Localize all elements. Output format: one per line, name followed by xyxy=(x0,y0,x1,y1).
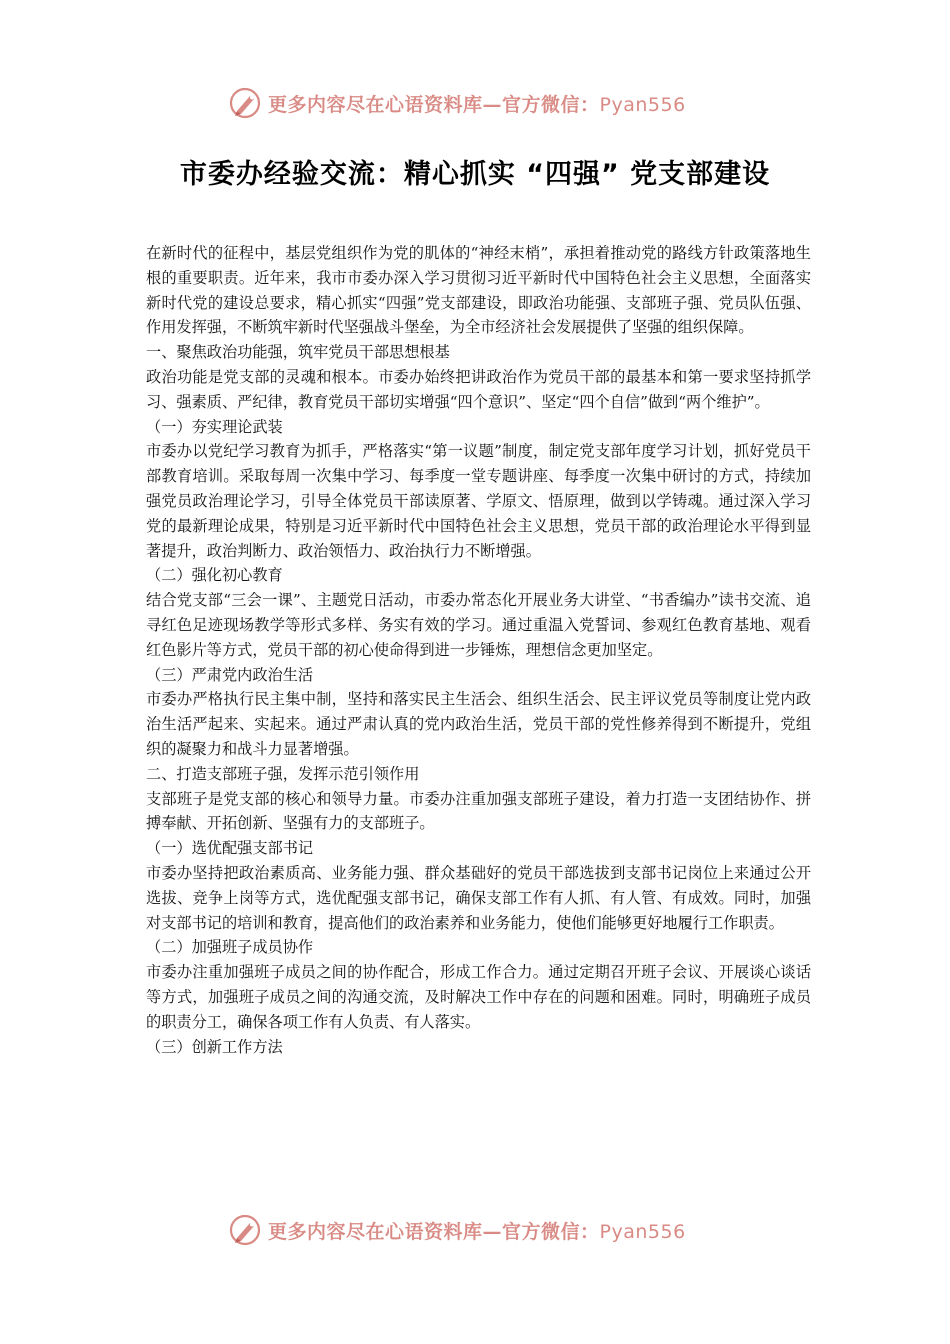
body-paragraph: 结合党支部“三会一课”、主题党日活动，市委办常态化开展业务大讲堂、“书香编办”读书交流、追寻红色足迹现场教学等形式多样、务实有效的学习。通过重温入党誓词、参观红色教育基地、观看红色影片等方式，党员干部的初心使命得到进一步锤炼，理想信念更加坚定。 xyxy=(146,591,811,659)
section-heading: （一）选优配强支部书记 xyxy=(146,839,314,858)
section-heading: （一）夯实理论武装 xyxy=(146,417,283,436)
section-heading: （三）严肃党内政治生活 xyxy=(146,665,314,684)
pen-nib-icon xyxy=(228,86,262,120)
body-paragraph: 市委办严格执行民主集中制，坚持和落实民主生活会、组织生活会、民主评议党员等制度让党内政治生活严起来、实起来。通过严肃认真的党内政治生活，党员干部的党性修养得到不断提升，党组织的凝聚力和战斗力显著增强。 xyxy=(146,690,811,758)
body-paragraph: 市委办注重加强班子成员之间的协作配合，形成工作合力。通过定期召开班子会议、开展谈心谈话等方式，加强班子成员之间的沟通交流，及时解决工作中存在的问题和困难。同时，明确班子成员的职责分工，确保各项工作有人负责、有人落实。 xyxy=(146,963,811,1031)
section-heading: （三）创新工作方法 xyxy=(146,1037,283,1056)
body-paragraph: 市委办坚持把政治素质高、业务能力强、群众基础好的党员干部选拔到支部书记岗位上来通过公开选拔、竞争上岗等方式，选优配强支部书记，确保支部工作有人抓、有人管、有成效。同时，加强对支部书记的培训和教育，提高他们的政治素养和业务能力，使他们能够更好地履行工作职责。 xyxy=(146,863,811,932)
section-heading: （二）强化初心教育 xyxy=(146,566,283,585)
body-paragraph: 在新时代的征程中，基层党组织作为党的肌体的“神经末梢”，承担着推动党的路线方针政策落地生根的重要职责。近年来，我市市委办深入学习贯彻习近平新时代中国特色社会主义思想，全面落实新时代党的建设总要求，精心抓实“四强”党支部建设，即政治功能强、支部班子强、党员队伍强、作用发挥强，不断筑牢新时代坚强战斗堡垒，为全市经济社会发展提供了坚强的组织保障。 xyxy=(146,244,811,337)
document-body xyxy=(146,241,811,1059)
body-paragraph: 支部班子是党支部的核心和领导力量。市委办注重加强支部班子建设，着力打造一支团结协作、拼搏奉献、开拓创新、坚强有力的支部班子。 xyxy=(146,789,811,833)
body-paragraph: 市委办以党纪学习教育为抓手，严格落实“第一议题”制度，制定党支部年度学习计划，抓好党员干部教育培训。采取每周一次集中学习、每季度一堂专题讲座、每季度一次集中研讨的方式，持续加强党员政治理论学习，引导全体党员干部读原著、学原文、悟原理，做到以学铸魂。通过深入学习党的最新理论成果，特别是习近平新时代中国特色社会主义思想，党员干部的政治理论水平得到显著提升，政治判断力、政治领悟力、政治执行力不断增强。 xyxy=(146,442,811,560)
body-paragraph: 政治功能是党支部的灵魂和根本。市委办始终把讲政治作为党员干部的最基本和第一要求坚持抓学习、强素质、严纪律，教育党员干部切实增强“四个意识”、坚定“四个自信”做到“两个维护”。 xyxy=(146,367,811,411)
banner-text: 更多内容尽在心语资料库—官方微信：Pyan556 xyxy=(268,1220,686,1243)
pen-nib-icon xyxy=(228,1213,262,1247)
header-banner xyxy=(0,83,950,123)
page-title: 市委办经验交流：精心抓实 “四强” 党支部建设 xyxy=(179,159,771,190)
section-heading: 一、聚焦政治功能强，筑牢党员干部思想根基 xyxy=(146,343,450,362)
section-heading: 二、打造支部班子强，发挥示范引领作用 xyxy=(146,764,420,783)
footer-banner xyxy=(0,1210,950,1250)
section-heading: （二）加强班子成员协作 xyxy=(146,938,314,957)
banner-text: 更多内容尽在心语资料库—官方微信：Pyan556 xyxy=(268,93,686,116)
